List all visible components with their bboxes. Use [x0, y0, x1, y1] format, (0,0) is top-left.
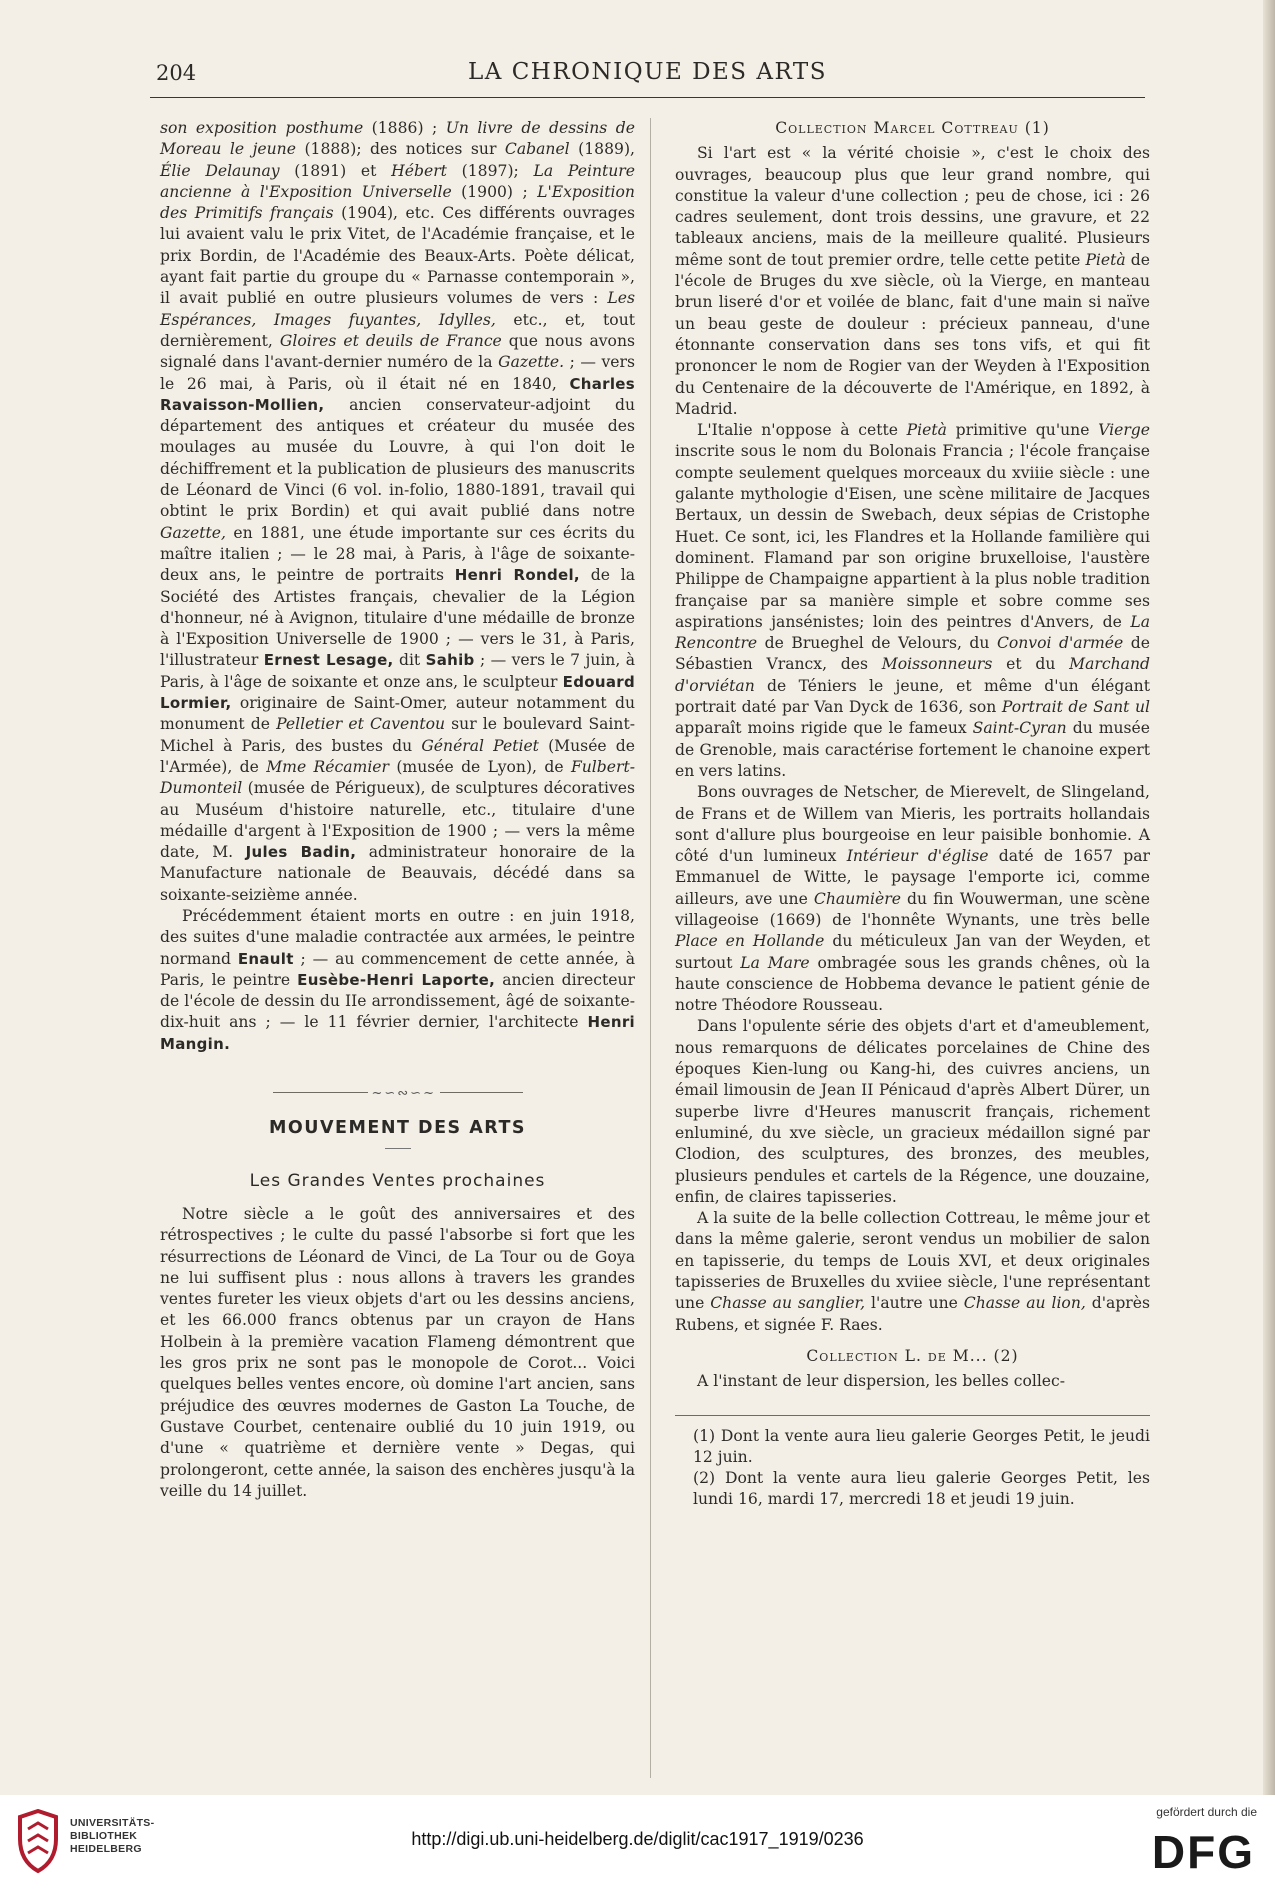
obituary-paragraph-2: Précédemment étaient morts en outre : en juin 1918, des suites d'une maladie contractée aux armées, le peintre normand Enault ; — au commencement de cette année, à Paris, le peintre Eusèbe-Henri Laporte, ancien directeur de l'école de dessin du IIe arrondissement, âgé de soixante-dix-huit ans ; — le 11 février dernier, l'architecte Henri Mangin.: [160, 906, 636, 1053]
dfg-logo: DFG: [1151, 1826, 1255, 1878]
institution-name: UNIVERSITÄTS- BIBLIOTHEK HEIDELBERG: [70, 1817, 155, 1855]
page-number: 204: [156, 61, 197, 85]
cottreau-paragraph-2: L'Italie n'oppose à cette Pietà primitive qu'une Vierge inscrite sous le nom du Bolonais Francia ; l'école française compte seulement quelques morceaux du xviiie siècle : une galante mythologie d'Eisen, une scène militaire de Jacques Bertaux, un dessin de Swebach, deux sépias de Cristophe Huet. Ce sont, ici, les Flandres et la Hollande familière qui dominent. Flamand par son origine bruxelloise, l'austère Philippe de Champaigne appartient à la plus noble tradition française par sa manière simple et sobre comme ses aspirations jansénistes; loin des peintres d'Anvers, de La Rencontre de Brueghel de Velours, du Convoi d'armée de Sébastien Vrancx, des Moissonneurs et du Marchand d'orviétan de Téniers le jeune, et même d'un élégant portrait daté par Van Dyck de 1636, son Portrait de Sant ul apparaît moins rigide que le fameux Saint-Cyran du musée de Grenoble, mais caractérise fortement le chanoine expert en vers latins.: [675, 421, 1150, 780]
cottreau-paragraph-4: Dans l'opulente série des objets d'art et d'ameublement, nous remarquons de délicates porcelaines de Chine des époques Kien-lung ou Kang-hi, des cuivres anciens, un émail limousin de Jean II Pénicaud d'après Albert Dürer, un superbe livre d'Heures manuscrit français, richement enluminé, du xve siècle, un gracieux médaillon signé par Clodion, des sculptures, des bronzes, des meubles, plusieurs pendules et cartels de la Régence, une douzaine, enfin, de claires tapisseries.: [675, 1017, 1150, 1206]
section-title: MOUVEMENT DES ARTS: [269, 1118, 526, 1139]
ornament-divider: [160, 1079, 635, 1100]
footnotes: [675, 1426, 1150, 1511]
left-column: [160, 118, 635, 1502]
permalink-url[interactable]: http://digi.ub.uni-heidelberg.de/diglit/cac1917_1919/0236: [411, 1829, 864, 1849]
funded-by-label: gefördert durch die: [1156, 1805, 1257, 1819]
subsection-title: Les Grandes Ventes prochaines: [249, 1170, 546, 1191]
column-divider: [650, 118, 651, 1778]
cottreau-paragraph-3: Bons ouvrages de Netscher, de Mierevelt, de Slingeland, de Frans et de Willem van Mieris, les portraits hollandais sont d'allure plus bourgeoise en leur paisible bonhomie. A côté d'un lumineux Intérieur d'église daté de 1657 par Emmanuel de Witte, le paysage l'emporte ici, comme ailleurs, ave une Chaumière du fin Wouwerman, une scène villageoise (1669) de l'honnête Wynants, une très belle Place en Hollande du méticuleux Jan van der Weyden, et surtout La Mare ombragée sous les grands chênes, où la haute conscience de Hobbema devance le patient génie de notre Théodore Rousseau.: [675, 783, 1150, 1015]
ldem-paragraph: A l'instant de leur dispersion, les belles collec-: [697, 1372, 1066, 1391]
cottreau-paragraph-1: Si l'art est « la vérité choisie », c'est le choix des ouvrages, beaucoup plus que leur grand nombre, qui constitue la valeur d'une collection ; peu de chose, ici : 26 cadres seulement, dont trois dessins, une gravure, et 22 tableaux anciens, mais de la meilleure qualité. Plusieurs même sont de tout premier ordre, telle cette petite Pietà de l'école de Bruges du xve siècle, où la Vierge, en manteau brun liseré d'or et voilée de blanc, fait d'une main si naïve un beau geste de douleur : précieux panneau, d'une étonnante conservation dans ses tons vifs, et qui fit prononcer le nom de Rogier van der Weyden à l'Exposition du Centenaire de la découverte de l'Amérique, en 1892, à Madrid.: [675, 144, 1150, 418]
journal-title: LA CHRONIQUE DES ARTS: [468, 59, 827, 85]
sales-intro-paragraph: Notre siècle a le goût des anniversaires et des rétrospectives ; le culte du passé l'absorbe si fort que les résurrections de Léonard de Vinci, de La Tour ou de Goya ne lui suffisent plus : nous allons à travers les grandes ventes fureter les vieux objets d'art ou les dessins anciens, et les 66.000 francs obtenus par un crayon de Hans Holbein à la première vacation Flameng démontrent que les gros prix ne sont pas le monopole de Corot... Voici quelques belles ventes encore, où domine l'art ancien, sans préjudice des œuvres modernes de Gaston La Touche, de Gustave Courbet, centenaire oublié du 10 juin 1919, ou d'une « quatrième et dernière vente » Degas, qui prolongeront, cette année, la saison des enchères jusqu'à la veille du 14 juillet.: [160, 1204, 635, 1500]
right-column: [675, 118, 1150, 1511]
footnote-1: (1) Dont la vente aura lieu galerie Georges Petit, le jeudi 12 juin.: [693, 1426, 1150, 1466]
footnote-rule: [675, 1415, 1150, 1416]
footnote-2: (2) Dont la vente aura lieu galerie Georges Petit, les lundi 16, mardi 17, mercredi 18 et jeudi 19 juin.: [693, 1469, 1150, 1509]
digitization-footer: [0, 1795, 1275, 1891]
collection-heading-cottreau: Collection Marcel Cottreau (1): [775, 119, 1050, 137]
running-head: [150, 55, 1145, 98]
journal-page: [150, 55, 1150, 1509]
obituary-paragraph: son exposition posthume (1886) ; Un livre de dessins de Moreau le jeune (1888); des notices sur Cabanel (1889), Élie Delaunay (1891) et Hébert (1897); La Peinture ancienne à l'Exposition Universelle (1900) ; L'Exposition des Primitifs français (1904), etc. Ces différents ouvrages lui avaient valu le prix Vitet, de l'Académie française, et le prix Bordin, de l'Académie des Beaux-Arts. Poète délicat, ayant fait partie du groupe du « Parnasse contemporain », il avait publié en outre plusieurs volumes de vers : Les Espérances, Images fuyantes, Idylles, etc., et, tout dernièrement, Gloires et deuils de France que nous avons signalé dans l'avant-dernier numéro de la Gazette. ; — vers le 26 mai, à Paris, où il était né en 1840, Charles Ravaisson-Mollien, ancien conservateur-adjoint du département des antiques et créateur du musée des moulages au musée du Louvre, à qui l'on doit le déchiffrement et la publication de plusieurs des manuscrits de Léonard de Vinci (6 vol. in-folio, 1880-1891, travail qui obtint le prix Bordin) et qui avait publié dans notre Gazette, en 1881, une étude importante sur ces écrits du maître italien ; — le 28 mai, à Paris, à l'âge de soixante-deux ans, le peintre de portraits Henri Rondel, de la Société des Artistes français, chevalier de la Légion d'honneur, né à Avignon, titulaire d'une médaille de bronze à l'Exposition Universelle de 1900 ; — vers le 31, à Paris, l'illustrateur Ernest Lesage, dit Sahib ; — vers le 7 juin, à Paris, à l'âge de soixante et onze ans, le sculpteur Edouard Lormier, originaire de Saint-Omer, auteur notamment du monument de Pelletier et Caventou sur le boulevard Saint-Michel à Paris, des bustes du Général Petiet (Musée de l'Armée), de Mme Récamier (musée de Lyon), de Fulbert-Dumonteil (musée de Périgueux), de sculptures décoratives au Muséum d'histoire naturelle, etc., titulaire d'une médaille d'argent à l'Exposition de 1900 ; — vers la même date, M. Jules Badin, administrateur honoraire de la Manufacture nationale de Beauvais, décédé dans sa soixante-seizième année.: [160, 119, 636, 904]
collection-heading-ldem: Collection L. de M... (2): [806, 1346, 1019, 1365]
short-rule: [385, 1148, 411, 1149]
cottreau-paragraph-5: A la suite de la belle collection Cottreau, le même jour et dans la même galerie, seront vendus un mobilier de salon en tapisserie, du temps de Louis XVI, et deux originales tapisseries de Bruxelles du xviiee siècle, l'une représentant une Chasse au sanglier, l'autre une Chasse au lion, d'après Rubens, et signée F. Raes.: [675, 1209, 1150, 1334]
